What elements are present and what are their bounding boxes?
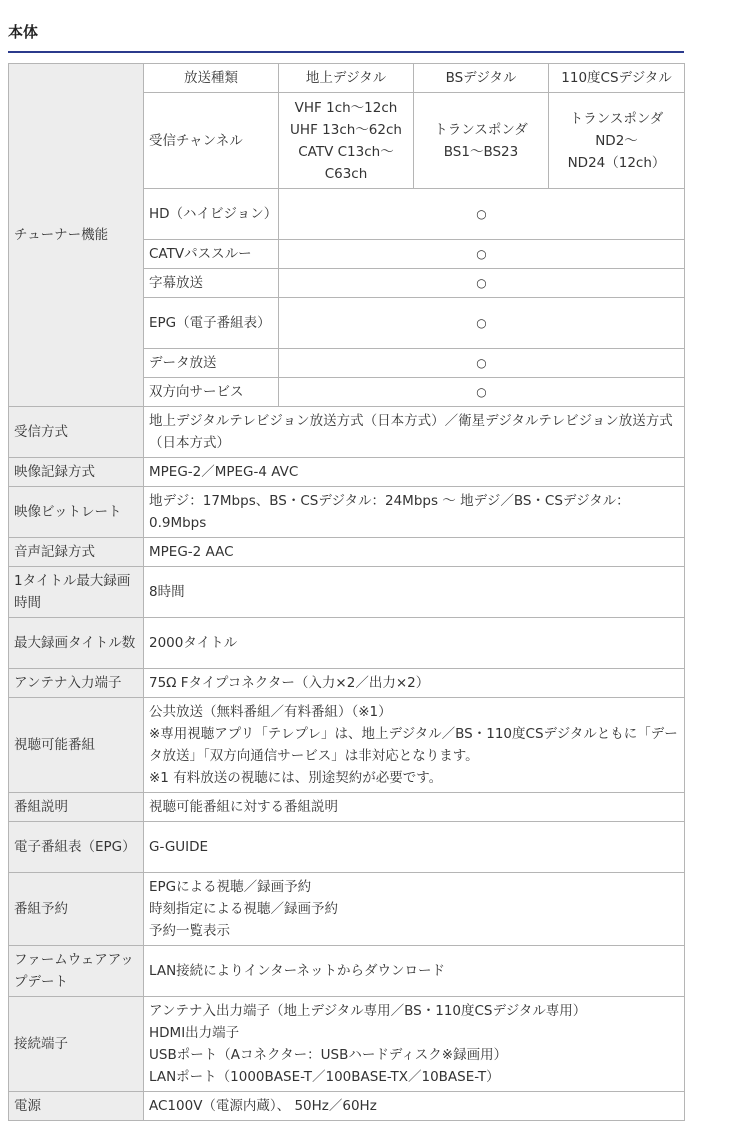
spec-line: 8時間 [149, 584, 185, 600]
spec-label: 番組説明 [9, 793, 144, 822]
broadcast-type-label: 放送種類 [144, 64, 279, 93]
spec-line: ※1 有料放送の視聴には、別途契約が必要です。 [149, 770, 443, 786]
cs-header: 110度CSデジタル [549, 64, 685, 93]
spec-line: 地デジ：17Mbps、BS・CSデジタル：24Mbps 〜 地デジ／BS・CSデジタル：0.9Mbps [149, 493, 630, 531]
table-row [9, 793, 685, 822]
spec-line: MPEG-2／MPEG-4 AVC [149, 464, 299, 480]
spec-table [8, 63, 685, 1121]
channel-line: トランスポンダ [569, 110, 664, 127]
spec-value [144, 407, 685, 458]
tuner-function-label: チューナー機能 [9, 64, 144, 407]
spec-label: 電源 [9, 1092, 144, 1121]
bs-channels [414, 93, 549, 189]
spec-label: 番組予約 [9, 873, 144, 946]
terrestrial-channels [279, 93, 414, 189]
spec-value [144, 458, 685, 487]
spec-line: MPEG-2 AAC [149, 544, 234, 560]
feature-support-mark: ○ [279, 378, 685, 407]
channel-line: CATV C13ch〜C63ch [298, 143, 394, 182]
spec-value [144, 873, 685, 946]
spec-label: 映像記録方式 [9, 458, 144, 487]
channel-line: ND24（12ch） [567, 154, 666, 171]
title-underline [8, 51, 684, 53]
table-row [9, 487, 685, 538]
spec-line: 時刻指定による視聴／録画予約 [149, 901, 338, 917]
bs-header: BSデジタル [414, 64, 549, 93]
feature-label: 双方向サービス [144, 378, 279, 407]
spec-line: USBポート（Aコネクター：USBハードディスク※録画用） [149, 1047, 508, 1063]
channel-line: トランスポンダ [434, 121, 528, 138]
spec-label: 映像ビットレート [9, 487, 144, 538]
table-row [9, 669, 685, 698]
spec-line: LANポート（1000BASE-T／100BASE-TX／10BASE-T） [149, 1069, 500, 1085]
spec-value [144, 538, 685, 567]
spec-value [144, 618, 685, 669]
spec-label: 最大録画タイトル数 [9, 618, 144, 669]
table-row [9, 873, 685, 946]
spec-label: 受信方式 [9, 407, 144, 458]
spec-label: 1タイトル最大録画時間 [9, 567, 144, 618]
cs-channels [549, 93, 685, 189]
spec-line: HDMI出力端子 [149, 1025, 240, 1041]
channel-line: ND2〜 [595, 132, 638, 149]
spec-value [144, 567, 685, 618]
spec-line: アンテナ入出力端子（地上デジタル専用／BS・110度CSデジタル専用） [149, 1003, 587, 1019]
table-row [9, 64, 685, 93]
feature-support-mark: ○ [279, 189, 685, 240]
channel-line: VHF 1ch〜12ch [294, 99, 398, 116]
spec-line: 75Ω Fタイプコネクター（入力×2／出力×2） [149, 675, 430, 691]
feature-support-mark: ○ [279, 298, 685, 349]
table-row [9, 1092, 685, 1121]
spec-label: アンテナ入力端子 [9, 669, 144, 698]
feature-label: HD（ハイビジョン） [144, 189, 279, 240]
feature-label: EPG（電子番組表） [144, 298, 279, 349]
channel-line: UHF 13ch〜62ch [290, 121, 402, 138]
spec-label: ファームウェアアップデート [9, 946, 144, 997]
spec-line: LAN接続によりインターネットからダウンロード [149, 963, 445, 979]
spec-value [144, 669, 685, 698]
spec-line: 予約一覧表示 [149, 923, 230, 939]
table-row [9, 618, 685, 669]
table-row [9, 822, 685, 873]
spec-value [144, 793, 685, 822]
spec-line: 視聴可能番組に対する番組説明 [149, 799, 338, 815]
feature-label: データ放送 [144, 349, 279, 378]
spec-line: 地上デジタルテレビジョン放送方式（日本方式）／衛星デジタルテレビジョン放送方式（日本方式） [149, 413, 673, 451]
spec-label: 接続端子 [9, 997, 144, 1092]
table-row [9, 538, 685, 567]
feature-support-mark: ○ [279, 269, 685, 298]
spec-value [144, 946, 685, 997]
terrestrial-header: 地上デジタル [279, 64, 414, 93]
feature-label: 字幕放送 [144, 269, 279, 298]
spec-value [144, 1092, 685, 1121]
spec-line: AC100V（電源内蔵）、 50Hz／60Hz [149, 1098, 377, 1114]
spec-line: EPGによる視聴／録画予約 [149, 879, 312, 895]
feature-support-mark: ○ [279, 240, 685, 269]
table-row [9, 567, 685, 618]
spec-label: 視聴可能番組 [9, 698, 144, 793]
spec-value [144, 698, 685, 793]
table-row [9, 698, 685, 793]
spec-value [144, 487, 685, 538]
table-row [9, 458, 685, 487]
spec-label: 音声記録方式 [9, 538, 144, 567]
spec-line: G-GUIDE [149, 839, 209, 855]
receive-channel-label: 受信チャンネル [144, 93, 279, 189]
spec-line: 2000タイトル [149, 635, 238, 651]
table-row [9, 997, 685, 1092]
spec-line: ※専用視聴アプリ「テレプレ」は、地上デジタル／BS・110度CSデジタルともに「データ放送」「双方向通信サービス」は非対応となります。 [149, 726, 678, 764]
table-row [9, 946, 685, 997]
feature-support-mark: ○ [279, 349, 685, 378]
table-row [9, 407, 685, 458]
spec-label: 電子番組表（EPG） [9, 822, 144, 873]
channel-line: BS1〜BS23 [443, 143, 519, 160]
section-title: 本体 [8, 23, 39, 41]
spec-value [144, 822, 685, 873]
feature-label: CATVパススルー [144, 240, 279, 269]
spec-value [144, 997, 685, 1092]
spec-line: 公共放送（無料番組／有料番組）（※1） [149, 704, 392, 720]
